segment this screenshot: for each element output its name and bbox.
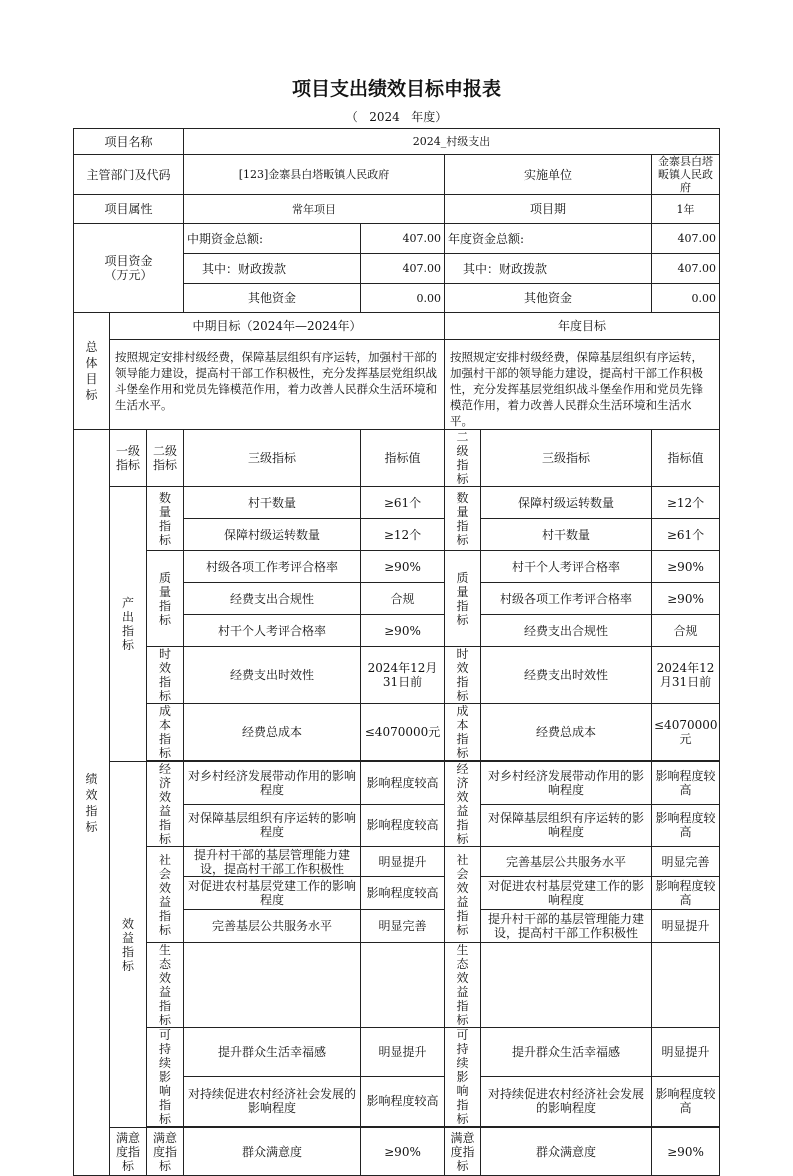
indicator-value: 明显提升 xyxy=(361,847,445,877)
mid-fiscal-label: 其中：财政拨款 xyxy=(184,254,361,284)
indicator-name: 对持续促进农村经济社会发展的影响程度 xyxy=(184,1076,361,1126)
indicator-value: ≥61个 xyxy=(361,487,445,519)
satisfaction-indicator-label: 满意度指标 xyxy=(110,1128,147,1176)
indicator-name: 提升群众生活幸福感 xyxy=(184,1028,361,1077)
value-header: 指标值 xyxy=(361,430,445,487)
mid-goal-text: 按照规定安排村级经费，保障基层组织有序运转，加强村干部的领导能力建设，提高村干部工作积极性，充分发挥基层党组织战斗堡垒作用和党员先锋模范作用，着力改善人民群众生活环境和生活水平。 xyxy=(110,340,445,430)
row-indicator-headers xyxy=(74,430,720,487)
dept-value: [123]金寨县白塔畈镇人民政府 xyxy=(184,155,445,195)
sustainable-indicator-label: 可持续影响指标 xyxy=(147,1028,184,1127)
project-name-label: 项目名称 xyxy=(74,129,184,155)
indicator-value: ≥90% xyxy=(652,551,720,583)
indicator-value: ≥90% xyxy=(652,583,720,615)
output-indicator-label: 产出指标 xyxy=(110,487,147,762)
row-project-name xyxy=(74,129,720,155)
benefit-indicator-label: 效益指标 xyxy=(110,762,147,1128)
project-name-value: 2024_村级支出 xyxy=(184,129,720,155)
indicator-name: 村干个人考评合格率 xyxy=(481,551,652,583)
indicator-name: 对持续促进农村经济社会发展的影响程度 xyxy=(481,1076,652,1126)
mid-fiscal-value: 407.00 xyxy=(361,254,445,284)
page-title: 项目支出绩效目标申报表 xyxy=(291,78,501,100)
indicator-row xyxy=(74,1128,720,1176)
indicator-value: ≥90% xyxy=(652,1128,720,1176)
impl-unit-label: 实施单位 xyxy=(445,155,652,195)
annual-value-header: 指标值 xyxy=(652,430,720,487)
annual-fiscal-label: 其中：财政拨款 xyxy=(445,254,652,284)
indicator-name: 对保障基层组织有序运转的影响程度 xyxy=(184,804,361,847)
indicator-value: 影响程度较高 xyxy=(652,804,720,847)
indicator-name: 群众满意度 xyxy=(481,1128,652,1176)
indicator-value: ≥12个 xyxy=(361,519,445,551)
indicator-value: ≥61个 xyxy=(652,519,720,551)
level1-header: 一级指标 xyxy=(110,430,147,487)
indicator-value: 明显提升 xyxy=(652,1028,720,1077)
performance-indicators-label: 绩效指标 xyxy=(74,430,110,1176)
quantity-indicator-label: 数量指标 xyxy=(147,487,184,551)
mid-other-value: 0.00 xyxy=(361,284,445,313)
annual-quality-indicator-label: 质量指标 xyxy=(445,551,481,647)
indicator-name: 村干个人考评合格率 xyxy=(184,615,361,647)
indicator-name: 提升村干部的基层管理能力建设，提高村干部工作积极性 xyxy=(184,847,361,877)
indicator-name: 保障村级运转数量 xyxy=(184,519,361,551)
mid-goal-header: 中期目标（2024年—2024年） xyxy=(110,313,445,340)
indicator-name: 对促进农村基层党建工作的影响程度 xyxy=(184,877,361,910)
indicator-row xyxy=(74,551,720,583)
indicator-name: 提升群众生活幸福感 xyxy=(481,1028,652,1077)
indicator-name: 完善基层公共服务水平 xyxy=(184,910,361,943)
indicator-value: 影响程度较高 xyxy=(361,804,445,847)
annual-quantity-indicator-label: 数量指标 xyxy=(445,487,481,551)
row-attribute xyxy=(74,195,720,224)
annual-goal-text: 按照规定安排村级经费，保障基层组织有序运转，加强村干部的领导能力建设，提高村干部工作积极性，充分发挥基层党组织战斗堡垒作用和党员先锋模范作用，着力改善人民群众生活环境和生活水平。 xyxy=(445,340,720,430)
attr-value: 常年项目 xyxy=(184,195,445,224)
annual-ecological-indicator-label: 生态效益指标 xyxy=(445,943,481,1028)
indicator-value: 影响程度较高 xyxy=(361,1076,445,1126)
period-label: 项目期 xyxy=(445,195,652,224)
indicator-row xyxy=(74,1028,720,1077)
annual-level3-header: 三级指标 xyxy=(481,430,652,487)
row-goals-text xyxy=(74,340,720,430)
indicator-value: 影响程度较高 xyxy=(361,762,445,805)
annual-goal-header: 年度目标 xyxy=(445,313,720,340)
impl-unit-value: 金寨县白塔畈镇人民政府 xyxy=(652,155,720,195)
mid-other-label: 其他资金 xyxy=(184,284,361,313)
annual-other-label: 其他资金 xyxy=(445,284,652,313)
indicator-name: 经费总成本 xyxy=(184,704,361,761)
indicator-value: ≤4070000元 xyxy=(652,704,720,761)
indicator-value: 2024年12月31日前 xyxy=(361,647,445,704)
indicator-row xyxy=(74,487,720,519)
indicator-value: 明显完善 xyxy=(361,910,445,943)
satisfaction-sub-indicator-label: 满意度指标 xyxy=(147,1128,184,1176)
indicator-row xyxy=(74,762,720,805)
indicator-value: 合规 xyxy=(652,615,720,647)
level3-header: 三级指标 xyxy=(184,430,361,487)
dept-label: 主管部门及代码 xyxy=(74,155,184,195)
indicator-value: ≥12个 xyxy=(652,487,720,519)
mid-total-value: 407.00 xyxy=(361,224,445,254)
annual-sustainable-indicator-label: 可持续影响指标 xyxy=(445,1028,481,1127)
row-funds-total xyxy=(74,224,720,254)
indicator-name: 经费支出时效性 xyxy=(184,647,361,704)
ecological-indicator-label: 生态效益指标 xyxy=(147,943,184,1028)
indicator-name: 群众满意度 xyxy=(184,1128,361,1176)
period-value: 1年 xyxy=(652,195,720,224)
indicator-row xyxy=(74,847,720,877)
economic-indicator-label: 经济效益指标 xyxy=(147,762,184,847)
overall-goal-label: 总体目标 xyxy=(74,313,110,430)
indicator-value: 明显完善 xyxy=(652,847,720,877)
indicator-name: 对乡村经济发展带动作用的影响程度 xyxy=(184,762,361,805)
indicator-value: 影响程度较高 xyxy=(361,877,445,910)
annual-total-value: 407.00 xyxy=(652,224,720,254)
indicator-value: ≥90% xyxy=(361,615,445,647)
annual-fiscal-value: 407.00 xyxy=(652,254,720,284)
row-department xyxy=(74,155,720,195)
quality-indicator-label: 质量指标 xyxy=(147,551,184,647)
indicator-value: 影响程度较高 xyxy=(652,1076,720,1126)
indicator-value xyxy=(652,943,720,1028)
indicator-value: ≤4070000元 xyxy=(361,704,445,761)
cost-indicator-label: 成本指标 xyxy=(147,704,184,761)
annual-total-label: 年度资金总额: xyxy=(445,224,652,254)
social-indicator-label: 社会效益指标 xyxy=(147,847,184,943)
indicator-name: 对乡村经济发展带动作用的影响程度 xyxy=(481,762,652,805)
annual-economic-indicator-label: 经济效益指标 xyxy=(445,762,481,847)
annual-satisfaction-sub-indicator-label: 满意度指标 xyxy=(445,1128,481,1176)
indicator-name xyxy=(184,943,361,1028)
indicator-name xyxy=(481,943,652,1028)
indicator-row xyxy=(74,943,720,1028)
mid-total-label: 中期资金总额: xyxy=(184,224,361,254)
funds-label: 项目资金 （万元） xyxy=(74,224,184,313)
indicator-value xyxy=(361,943,445,1028)
indicator-value: 明显提升 xyxy=(361,1028,445,1077)
indicator-value: ≥90% xyxy=(361,551,445,583)
annual-timeliness-indicator-label: 时效指标 xyxy=(445,647,481,704)
annual-social-indicator-label: 社会效益指标 xyxy=(445,847,481,943)
attr-label: 项目属性 xyxy=(74,195,184,224)
indicator-name: 提升村干部的基层管理能力建设，提高村干部工作积极性 xyxy=(481,910,652,943)
indicator-name: 村干数量 xyxy=(184,487,361,519)
indicator-row xyxy=(74,647,720,704)
level2-header: 二级指标 xyxy=(147,430,184,487)
indicator-name: 对保障基层组织有序运转的影响程度 xyxy=(481,804,652,847)
indicator-name: 保障村级运转数量 xyxy=(481,487,652,519)
indicator-name: 经费总成本 xyxy=(481,704,652,761)
fiscal-year-subtitle: （ 2024 年度） xyxy=(345,110,448,124)
indicator-value: 明显提升 xyxy=(652,910,720,943)
indicator-name: 完善基层公共服务水平 xyxy=(481,847,652,877)
annual-level2-header: 二级指标 xyxy=(445,430,481,487)
indicator-name: 村干数量 xyxy=(481,519,652,551)
indicator-name: 经费支出时效性 xyxy=(481,647,652,704)
timeliness-indicator-label: 时效指标 xyxy=(147,647,184,704)
indicator-name: 村级各项工作考评合格率 xyxy=(184,551,361,583)
indicator-value: 影响程度较高 xyxy=(652,877,720,910)
indicator-row xyxy=(74,704,720,761)
indicator-value: 影响程度较高 xyxy=(652,762,720,805)
row-goals-header xyxy=(74,313,720,340)
annual-cost-indicator-label: 成本指标 xyxy=(445,704,481,761)
indicator-name: 对促进农村基层党建工作的影响程度 xyxy=(481,877,652,910)
indicator-name: 村级各项工作考评合格率 xyxy=(481,583,652,615)
indicator-value: ≥90% xyxy=(361,1128,445,1176)
indicator-name: 经费支出合规性 xyxy=(184,583,361,615)
indicator-value: 合规 xyxy=(361,583,445,615)
annual-other-value: 0.00 xyxy=(652,284,720,313)
indicator-value: 2024年12月31日前 xyxy=(652,647,720,704)
performance-target-table xyxy=(73,128,720,1176)
indicator-name: 经费支出合规性 xyxy=(481,615,652,647)
